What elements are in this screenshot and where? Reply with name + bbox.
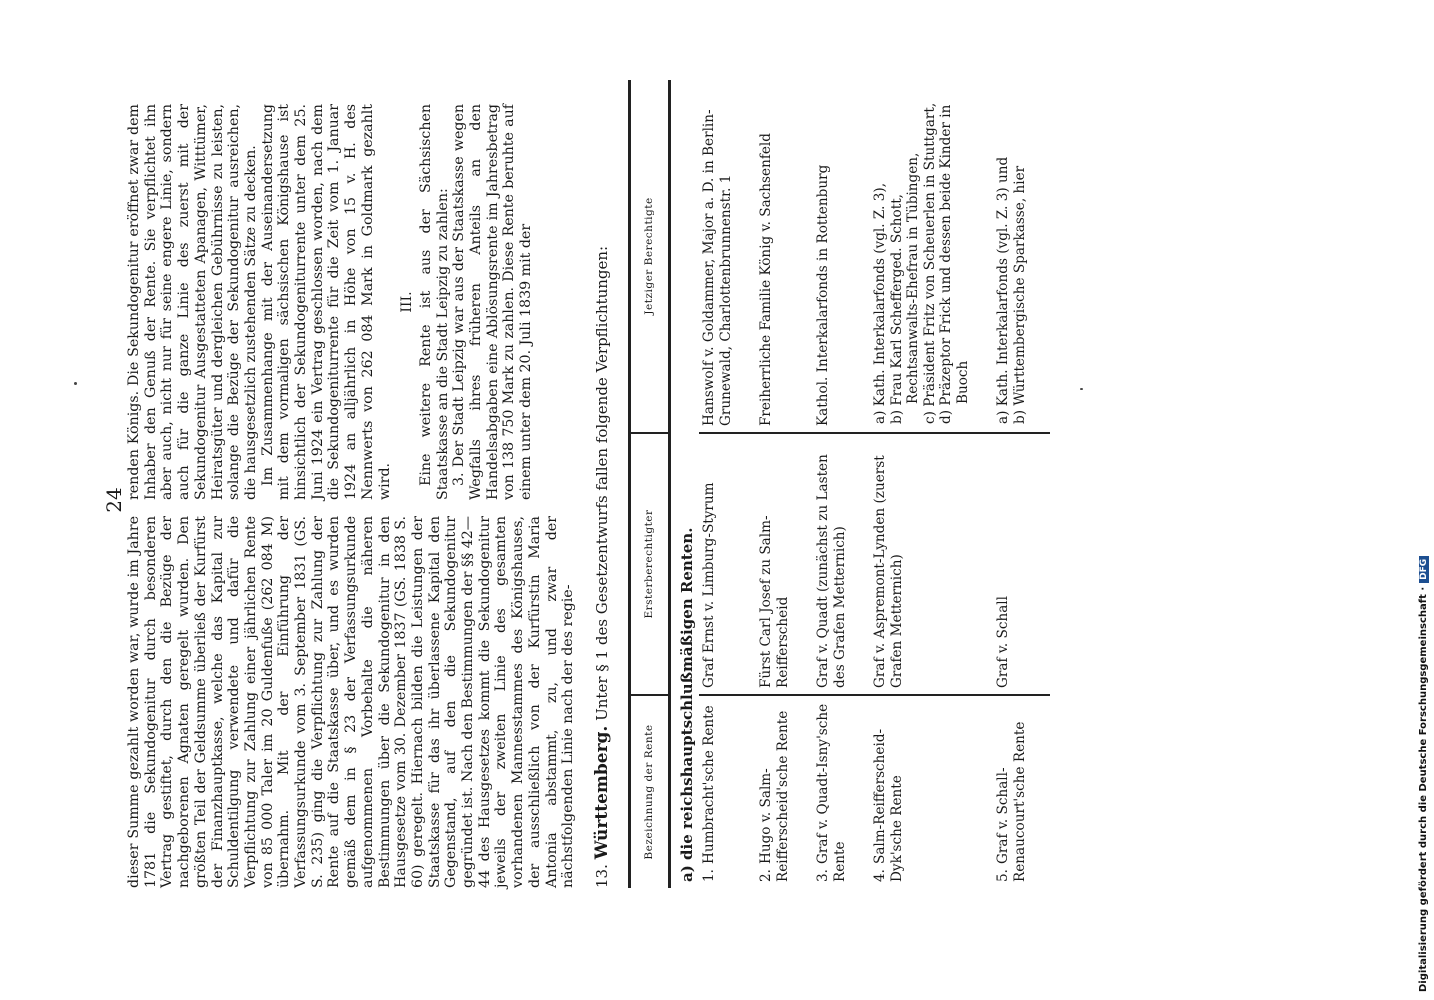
scan-speck	[74, 382, 77, 385]
first-beneficiary-cell: Graf v. Aspremont-Lynden (zuerst Grafen Metternich)	[870, 433, 993, 695]
digitization-credit	[1418, 0, 1434, 992]
right-column	[126, 104, 535, 500]
table-row	[993, 80, 1050, 888]
section-text: Unter § 1 des Gesetzentwurfs fallen folgende Verpflichtungen:	[593, 245, 611, 721]
table-subheading-row	[669, 80, 699, 888]
right-column-paragraph-1: renden Königs. Die Sekundogenitur eröffnet zwar dem Inhaber den Genuß der Rente. Sie verpflichtet ihn aber auch, nicht nur für seine engere Linie, sondern auch für die ganze Linie des zuerst mit der Sekundogenitur Ausgestatteten Apanagen, Witttümer, Heiratsgüter und dergleichen Gebührnisse zu leisten, solange die Bezüge der Sekundogenitur ausreichen, die hausgesetzlich zustehenden Sätze zu decken.	[126, 104, 259, 500]
left-column	[126, 516, 577, 888]
dfg-logo-icon: DFG	[1419, 556, 1429, 583]
first-beneficiary-cell: Graf v. Schall	[993, 433, 1050, 695]
page-number: 24	[102, 487, 126, 513]
rent-name-cell: 5.Graf v. Schall-Renaucourt'sche Rente	[995, 721, 1028, 882]
table-row	[699, 80, 756, 888]
right-column-paragraph-2: Im Zusammenhange mit der Auseinandersetzung mit dem vormaligen sächsischen Königshause ist hinsichtlich der Sekundogeniturrente unter dem 25. Juni 1924 ein Vertrag geschlossen worden, nach dem die Sekundogeniturrente für die Zeit vom 1. Januar 1924 an alljährlich in Höhe von 15 v. H. des Nennwerts von 262 084 Mark in Goldmark gezahlt wird.	[259, 104, 393, 500]
current-beneficiary-cell	[870, 80, 993, 433]
first-beneficiary-cell: Graf Ernst v. Limburg-Styrum	[699, 433, 756, 695]
right-column-paragraph-4: 3. Der Stadt Leipzig war aus der Staatskasse wegen Wegfalls ihres früheren Anteils an den Handelsabgaben eine Ablösungsrente im Jahresbetrag von 138 750 Mark zu zahlen. Diese Rente beruhte auf einem unter dem 20. Juli 1839 mit der	[451, 104, 535, 500]
first-beneficiary-cell: Graf v. Quadt (zunächst zu Lasten des Grafen Metternich)	[813, 433, 870, 695]
beneficiary-list	[995, 86, 1028, 426]
scan-speck	[1080, 388, 1083, 390]
header-rent-name: Bezeichnung der Rente	[630, 695, 670, 888]
rents-table	[628, 80, 1050, 888]
right-column-paragraph-3: Eine weitere Rente ist aus der Sächsischen Staatskasse an die Stadt Leipzig zu zahlen:	[417, 104, 451, 500]
beneficiary-item: b) Württembergische Sparkasse, hier	[1011, 165, 1028, 424]
rent-name-cell: 2.Hugo v. Salm-Reifferscheid'sche Rente	[758, 710, 791, 882]
beneficiary-item: c) Präsident Fritz von Scheuerlen in Stuttgart,	[921, 102, 938, 424]
current-beneficiary-cell: Kathol. Interkalarfonds in Rottenburg	[813, 80, 870, 433]
current-beneficiary-cell: Hanswolf v. Goldammer, Major a. D. in Berlin-Grunewald, Charlottenbrunnenstr. 1	[699, 80, 756, 433]
beneficiary-item: a) Kath. Interkalarfonds (vgl. Z. 3) und	[995, 156, 1011, 424]
header-first-beneficiary: Ersterberechtigter	[630, 433, 670, 695]
current-beneficiary-cell: Freiherrliche Familie König v. Sachsenfeld	[756, 80, 813, 433]
beneficiary-item: b) Frau Karl Schefferged. Schott, Rechtsanwalts-Ehefrau in Tübingen,	[888, 152, 921, 424]
first-beneficiary-cell: Fürst Carl Josef zu Salm-Reifferscheid	[756, 433, 813, 695]
beneficiary-list	[872, 86, 971, 426]
rent-name-cell: 4.Salm-Reifferscheid-Dyk'sche Rente	[872, 728, 905, 882]
header-current-beneficiary: Jetziger Berechtigte	[630, 80, 670, 433]
section-number: 13.	[593, 864, 611, 888]
beneficiary-item: a) Kath. Interkalarfonds (vgl. Z. 3),	[872, 182, 888, 424]
rent-name-cell: 1.Humbracht'sche Rente	[701, 705, 717, 882]
section-roman-heading: III.	[399, 291, 416, 313]
table-subheading: a) die reichshauptschlußmäßigen Renten.	[677, 527, 696, 882]
section-heading	[592, 108, 612, 888]
table-row	[870, 80, 993, 888]
current-beneficiary-cell	[993, 80, 1050, 433]
table-row	[813, 80, 870, 888]
table-header-row	[630, 80, 670, 888]
section-title: Württemberg.	[592, 725, 612, 860]
table-row	[756, 80, 813, 888]
credit-text: Digitalisierung gefördert durch die Deutsche Forschungsgemeinschaft ·	[1418, 586, 1429, 992]
beneficiary-item: d) Präzeptor Frick und dessen beide Kinder in Buoch	[938, 104, 971, 424]
rent-name-cell: 3.Graf v. Quadt-Isny'sche Rente	[815, 703, 848, 882]
left-column-text: dieser Summe gezahlt worden war, wurde im Jahre 1781 die Sekundogenitur durch besonderen Vertrag gestiftet, durch den die Bezüge der nachgeborenen Agnaten geregelt wurden. Den größten Teil der Geldsumme überließ der Kurfürst der Finanzhauptkasse, welche das Kapital zur Schuldentilgung verwendete und dafür die Verpflichtung zur Zahlung einer jährlichen Rente von 85 000 Taler im 20 Guldenfuße (262 084 M) übernahm. Mit der Einführung der Verfassungsurkunde vom 3. September 1831 (GS. S. 235) ging die Verpflichtung zur Zahlung der Rente auf die Staatskasse über, und es wurden gemäß dem in § 23 der Verfassungsurkunde aufgenommenen Vorbehalte die näheren Bestimmungen über die Sekundogenitur in den Hausgesetze vom 30. Dezember 1837 (GS. 1838 S. 60) geregelt. Hiernach bilden die Leistungen der Staatskasse für das ihr überlassene Kapital den Gegenstand, auf den die Sekundogenitur gegründet ist. Nach den Bestimmungen der §§ 42—44 des Hausgesetzes kommt die Sekundogenitur jeweils der zweiten Linie des gesamten vorhandenen Mannesstammes des Königshauses, der ausschließlich von der Kurfürstin Maria Antonia abstammt, zu, und zwar der nächstfolgenden Linie nach der des regie-	[126, 516, 577, 888]
